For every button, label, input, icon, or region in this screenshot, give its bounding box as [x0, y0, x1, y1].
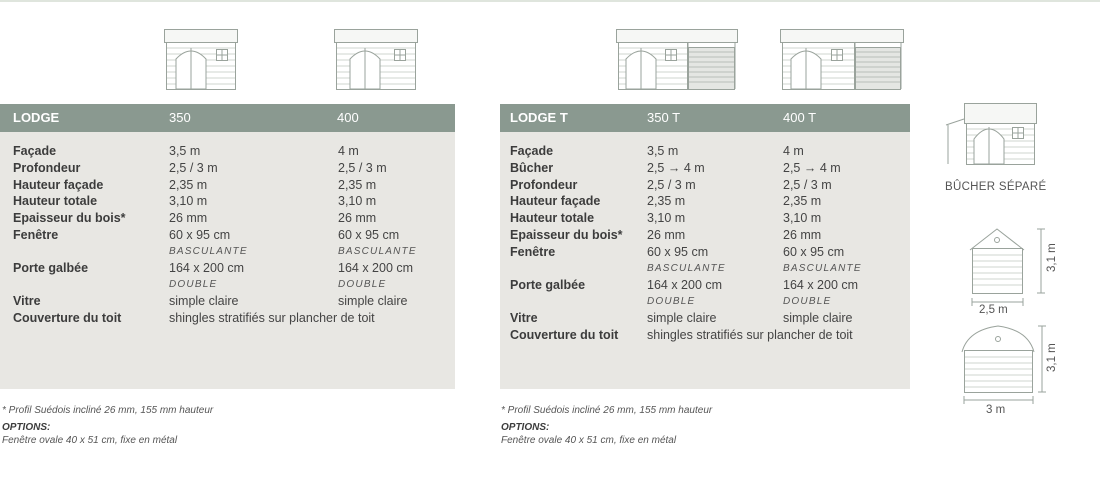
spec-row — [500, 244, 910, 261]
separate-woodshed-illustration — [946, 103, 1038, 166]
spec-label: Hauteur façade — [13, 177, 104, 192]
lodge-t-profile-note: * Profil Suédois incliné 26 mm, 155 mm hauteur — [501, 405, 713, 416]
spec-row — [500, 210, 910, 227]
woodshed-side-view-2 — [958, 322, 1050, 404]
spec-value-col1: DOUBLE — [169, 278, 218, 290]
spec-value-col1: 3,5 m — [169, 144, 201, 158]
spec-value-col2: 2,5 / 3 m — [783, 177, 832, 192]
lodge-t-model-name: LODGE T — [510, 110, 568, 125]
lodge-t-footnote — [501, 404, 712, 447]
spec-value-col2: BASCULANTE — [338, 245, 417, 257]
lodge-t-rows — [500, 143, 910, 343]
spec-row — [0, 310, 455, 327]
lodge-t-table-header — [500, 104, 910, 132]
spec-value-col1: 2,5 / 3 m — [169, 160, 218, 175]
spec-value-col2: DOUBLE — [783, 295, 832, 307]
spec-row — [500, 227, 910, 244]
lodge-options-label: OPTIONS: — [2, 422, 51, 433]
spec-value-col2: 2,5 / 3 m — [338, 160, 387, 175]
spec-value-col1: 164 x 200 cm — [169, 260, 245, 275]
spec-value-col1: 60 x 95 cm — [169, 227, 231, 242]
spec-value-col1: shingles stratifiés sur plancher de toit — [169, 310, 375, 325]
lodge-spec-table — [0, 104, 455, 389]
spec-row — [500, 193, 910, 210]
spec-value-col2: simple claire — [783, 310, 853, 325]
lodge-footnote — [2, 404, 213, 447]
spec-row — [500, 310, 910, 327]
spec-row — [0, 277, 455, 293]
spec-label: Porte galbée — [510, 277, 586, 292]
spec-value-col2: 164 x 200 cm — [338, 260, 414, 275]
spec-row — [500, 177, 910, 194]
spec-row — [0, 177, 455, 194]
top-rule — [0, 0, 1100, 2]
lodge-350t-illustration — [616, 29, 738, 91]
spec-value-col1: 2,35 m — [647, 194, 686, 209]
woodshed-height-label-1: 3,1 m — [1046, 243, 1058, 272]
spec-value-col1: 60 x 95 cm — [647, 244, 709, 259]
spec-label: Profondeur — [510, 177, 578, 192]
spec-label: Couverture du toit — [13, 310, 122, 325]
lodge-400t-illustration — [780, 29, 904, 91]
spec-label: Fenêtre — [13, 227, 59, 242]
spec-value-col1: 3,10 m — [647, 211, 686, 226]
spec-label: Façade — [13, 144, 57, 158]
spec-value-col1: 164 x 200 cm — [647, 277, 723, 292]
spec-value-col2: 2,35 m — [338, 177, 377, 192]
spec-value-col2: 164 x 200 cm — [783, 277, 859, 292]
spec-label: Hauteur totale — [13, 194, 98, 209]
spec-value-col2: 4 m — [338, 144, 359, 158]
spec-row — [0, 227, 455, 244]
spec-value-col2: 60 x 95 cm — [783, 244, 845, 259]
lodge-t-col-400t: 400 T — [783, 110, 817, 125]
spec-label: Fenêtre — [510, 244, 556, 259]
lodge-col-350: 350 — [169, 110, 191, 125]
woodshed-height-label-2: 3,1 m — [1046, 343, 1058, 372]
spec-value-col1: simple claire — [647, 310, 717, 325]
spec-value-col2: 26 mm — [783, 227, 822, 242]
spec-value-col2: simple claire — [338, 293, 408, 308]
spec-row — [0, 293, 455, 310]
spec-label: Epaisseur du bois* — [13, 211, 126, 226]
lodge-col-400: 400 — [337, 110, 359, 125]
lodge-table-header — [0, 104, 455, 132]
spec-label: Porte galbée — [13, 260, 89, 275]
lodge-350-illustration — [164, 29, 238, 91]
lodge-rows — [0, 143, 455, 327]
spec-row — [500, 327, 910, 344]
spec-label: Hauteur totale — [510, 211, 595, 226]
spec-row — [500, 143, 910, 160]
spec-label: Epaisseur du bois* — [510, 227, 623, 242]
spec-row — [500, 294, 910, 310]
lodge-profile-note: * Profil Suédois incliné 26 mm, 155 mm hauteur — [2, 405, 214, 416]
spec-value-col2: 2,5 → 4 m — [783, 160, 841, 175]
spec-label: Bûcher — [510, 160, 554, 175]
separate-woodshed-caption: BÛCHER SÉPARÉ — [945, 181, 1047, 193]
spec-value-col1: 2,5 / 3 m — [647, 177, 696, 192]
spec-value-col1: 2,35 m — [169, 177, 208, 192]
spec-row — [0, 210, 455, 227]
lodge-options-text: Fenêtre ovale 40 x 51 cm, fixe en métal — [2, 435, 178, 446]
spec-value-col2: 4 m — [783, 144, 804, 158]
spec-row — [500, 261, 910, 277]
spec-value-col1: shingles stratifiés sur plancher de toit — [647, 327, 853, 342]
spec-label: Profondeur — [13, 160, 81, 175]
spec-value-col2: 60 x 95 cm — [338, 227, 400, 242]
woodshed-side-view-1 — [966, 226, 1050, 316]
spec-value-col2: 26 mm — [338, 211, 377, 226]
spec-value-col1: BASCULANTE — [647, 262, 726, 274]
spec-value-col1: DOUBLE — [647, 295, 696, 307]
spec-label: Façade — [510, 144, 554, 158]
spec-row — [500, 277, 910, 294]
spec-row — [0, 143, 455, 160]
lodge-t-spec-table — [500, 104, 910, 389]
spec-row — [500, 160, 910, 177]
woodshed-width-label-1: 2,5 m — [979, 304, 1008, 316]
spec-value-col2: BASCULANTE — [783, 262, 862, 274]
spec-label: Hauteur façade — [510, 194, 601, 209]
spec-label: Couverture du toit — [510, 327, 619, 342]
spec-value-col1: BASCULANTE — [169, 245, 248, 257]
spec-value-col1: simple claire — [169, 293, 239, 308]
spec-value-col1: 3,5 m — [647, 144, 679, 158]
spec-row — [0, 260, 455, 277]
spec-value-col2: 2,35 m — [783, 194, 822, 209]
lodge-400-illustration — [334, 29, 418, 91]
spec-value-col1: 26 mm — [169, 211, 208, 226]
spec-label: Vitre — [13, 293, 41, 308]
lodge-t-options-label: OPTIONS: — [501, 422, 550, 433]
spec-value-col1: 2,5 → 4 m — [647, 160, 705, 175]
lodge-t-options-text: Fenêtre ovale 40 x 51 cm, fixe en métal — [501, 435, 677, 446]
spec-value-col2: DOUBLE — [338, 278, 387, 290]
spec-value-col2: 3,10 m — [783, 211, 822, 226]
spec-row — [0, 193, 455, 210]
spec-label: Vitre — [510, 310, 538, 325]
lodge-model-name: LODGE — [13, 110, 60, 125]
spec-row — [0, 160, 455, 177]
spec-value-col1: 3,10 m — [169, 194, 208, 209]
spec-value-col1: 26 mm — [647, 227, 686, 242]
spec-value-col2: 3,10 m — [338, 194, 377, 209]
spec-row — [0, 244, 455, 260]
lodge-t-col-350t: 350 T — [647, 110, 681, 125]
woodshed-width-label-2: 3 m — [986, 404, 1006, 416]
